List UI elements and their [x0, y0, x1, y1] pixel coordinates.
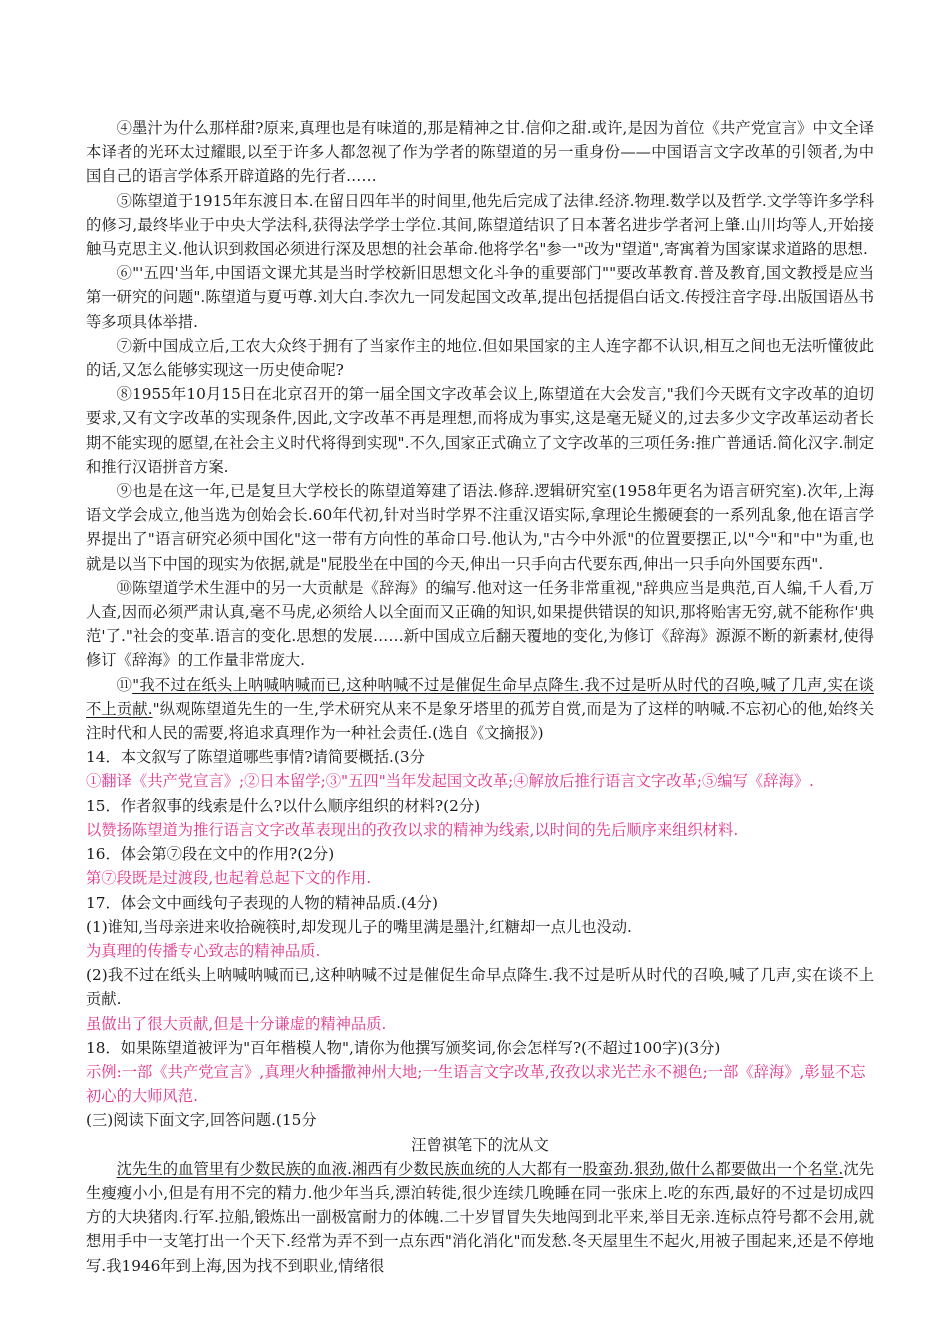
question-15: 15．作者叙事的线索是什么?以什么顺序组织的材料?(2分)	[86, 796, 481, 815]
question-17-sentence-2: (2)我不过在纸头上呐喊呐喊而已,这种呐喊不过是催促生命早点降生.我不过是听从时代的召唤,喊了几声,实在谈不上贡献.	[86, 966, 874, 1009]
question-17-sentence-1: (1)谁知,当母亲进来收拾碗筷时,却发现儿子的嘴里满是墨汁,红糖却一点儿也没动.	[86, 917, 632, 936]
paragraph-8: ⑧1955年10月15日在北京召开的第一届全国文字改革会议上,陈望道在大会发言,"我们今天既有文字改革的迫切要求,又有文字改革的实现条件,因此,文字改革不再是理想,而将成为事实,这是毫无疑义的,过去多少文字改革运动者长期不能实现的愿望,在社会主义时代将得到实现".不久,国家正式确立了文字改革的三项任务:推广普通话.简化汉字.制定和推行汉语拼音方案.	[86, 385, 874, 476]
paragraph-9: ⑨也是在这一年,已是复旦大学校长的陈望道筹建了语法.修辞.逻辑研究室(1958年更名为语言研究室).次年,上海语文学会成立,他当选为创始会长.60年代初,针对当时学界不注重汉语实际,拿理论生搬硬套的一系列乱象,他在语言学界提出了"语言研究必须中国化"这一带有方向性的革命口号.他认为,"古今中外派"的位置要摆正,以"今"和"中"为重,也就是以当下中国的现实为依据,就是"屁股坐在中国的今天,伸出一只手向古代要东西,伸出一只手向外国要东西".	[86, 482, 874, 573]
paragraph-7: ⑦新中国成立后,工农大众终于拥有了当家作主的地位.但如果国家的主人连字都不认识,相互之间也无法听懂彼此的话,又怎么能够实现这一历史使命呢?	[86, 336, 874, 380]
article-underlined-sentence: 沈先生的血管里有少数民族的血液.湘西有少数民族血统的人大都有一股蛮劲.狠劲,做什么都要做出一个名堂.	[116, 1159, 844, 1178]
answer-14: ①翻译《共产党宣言》;②日本留学;③"五四"当年发起国文改革;④解放后推行语言文字改革;⑤编写《辞海》.	[86, 772, 814, 791]
answer-18: 示例:一部《共产党宣言》,真理火种播撒神州大地;一生语言文字改革,孜孜以求光芒永不褪色;一部《辞海》,彰显不忘初心的大师风范.	[86, 1062, 866, 1106]
answer-17-2: 虽做出了很大贡献,但是十分谦虚的精神品质.	[86, 1014, 387, 1033]
answer-17-1: 为真理的传播专心致志的精神品质.	[86, 941, 321, 960]
paragraph-10: ⑩陈望道学术生涯中的另一大贡献是《辞海》的编写.他对这一任务非常重视,"辞典应当是典范,百人编,千人看,万人查,因而必须严肃认真,毫不马虎,必须给人以全面而又正确的知识,如果提供错误的知识,那将贻害无穷,就不能称作'典范'了."社会的变革.语言的变化.思想的发展……新中国成立后翻天覆地的变化,为修订《辞海》源源不断的新素材,使得修订《辞海》的工作量非常庞大.	[86, 578, 874, 670]
answer-16: 第⑦段既是过渡段,也起着总起下文的作用.	[86, 869, 372, 888]
section-3-heading: (三)阅读下面文字,回答问题.(15分	[86, 1111, 317, 1130]
paragraph-5: ⑤陈望道于1915年东渡日本.在留日四年半的时间里,他先后完成了法律.经济.物理.数学以及哲学.文学等许多学科的修习,最终毕业于中央大学法科,获得法学学士学位.其间,陈望道结识了日本著名进步学者河上肇.山川均等人,开始接触马克思主义.他认识到救国必须进行深及思想的社会革命.他将学名"参一"改为"望道",寄寓着为国家谋求道路的思想.	[86, 191, 874, 259]
paragraph-11-rest: "纵观陈望道先生的一生,学术研究从来不是象牙塔里的孤芳自赏,而是为了这样的呐喊.不忘初心的他,始终关注时代和人民的需要,将追求真理作为一种社会责任.(选自《文摘报》)	[86, 699, 874, 743]
paragraph-6: ⑥"'五四'当年,中国语文课尤其是当时学校新旧思想文化斗争的重要部门""要改革教育.普及教育,国文教授是应当第一研究的问题".陈望道与夏丏尊.刘大白.李次九一同发起国文改革,提出包括提倡白话文.传授注音字母.出版国语丛书等多项具体举措.	[86, 264, 874, 331]
answer-15: 以赞扬陈望道为推行语言文字改革表现出的孜孜以求的精神为线索,以时间的先后顺序来组织材料.	[86, 820, 739, 839]
question-14: 14．本文叙写了陈望道哪些事情?请简要概括.(3分	[86, 748, 425, 767]
question-17: 17．体会文中画线句子表现的人物的精神品质.(4分)	[86, 893, 438, 912]
paragraph-4: ④墨汁为什么那样甜?原来,真理也是有味道的,那是精神之甘.信仰之甜.或许,是因为首位《共产党宣言》中文全译本译者的光环太过耀眼,以至于许多人都忽视了作为学者的陈望道的另一重身份——中国语言文字改革的引领者,为中国自己的语言学体系开辟道路的先行者……	[86, 119, 874, 186]
underlined-quote: "我不过在纸头上呐喊呐喊而已,这种呐喊不过是催促生命早点降生.我不过是听从时代的召唤,喊了几声,实在谈不上贡献.	[86, 675, 874, 718]
question-18: 18．如果陈望道被评为"百年楷模人物",请你为他撰写颁奖词,你会怎样写?(不超过100字)(3分)	[86, 1038, 721, 1057]
paragraph-11	[86, 673, 874, 746]
article-rest: 沈先生瘦瘦小小,但是有用不完的精力.他少年当兵,漂泊转徙,很少连续几晚睡在同一张床上.吃的东西,最好的不过是切成四方的大块猪肉.行军.拉船,锻炼出一副极富耐力的体魄.二十岁冒冒失失地闯到北平来,举目无亲.连标点符号都不会用,就想用手中一支笔打出一个天下.经常为弄不到一点东西"消化消化"而发愁.冬天屋里生不起火,用被子围起来,还是不停地写.我1946年到上海,因为找不到职业,情绪很	[86, 1159, 874, 1275]
paragraph-11-number: ⑪	[116, 675, 133, 694]
article-paragraph	[86, 1157, 874, 1278]
question-16: 16．体会第⑦段在文中的作用?(2分)	[86, 845, 335, 864]
article-title: 汪曾祺笔下的沈从文	[411, 1135, 549, 1154]
